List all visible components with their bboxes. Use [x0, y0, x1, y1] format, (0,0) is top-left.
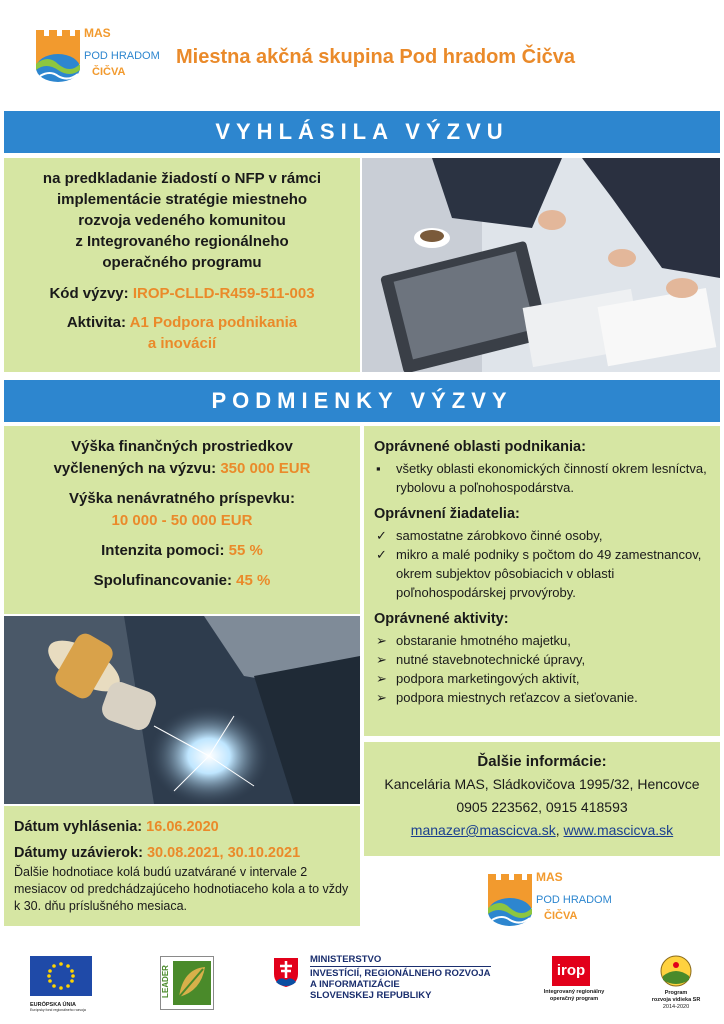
- datumy-uzavierok: Dátumy uzávierok: 30.08.2021, 30.10.2021: [14, 845, 301, 861]
- conditions-box: [364, 426, 720, 736]
- prv-caption1: Program: [664, 990, 688, 996]
- nenavrat-label: Výška nenávratného príspevku:: [69, 490, 295, 507]
- list-item: ➢ obstaranie hmotného majetku,: [376, 633, 571, 648]
- arrow-bullet-icon: ➢: [376, 652, 387, 667]
- finance-box: [4, 426, 360, 614]
- list-item: ➢ podpora marketingových aktivít,: [376, 671, 580, 686]
- logo-text-pod: POD HRADOM: [84, 50, 160, 62]
- prv-emblem-icon: [659, 954, 693, 988]
- eu-logo: [30, 956, 94, 1012]
- checkmark-icon: ✓: [376, 528, 387, 543]
- ministry-line4: SLOVENSKEJ REPUBLIKY: [310, 990, 432, 1001]
- ziadatelia-title: Oprávnení žiadatelia:: [374, 506, 520, 522]
- slovak-coat-of-arms-icon: [272, 956, 300, 988]
- dates-note: Ďalšie hodnotiace kolá budú uzatvárané v intervale 2 mesiacov od predchádzajúceho hodnotiaceho kola a to vždy k 30. dňu príslušného mesiaca.: [14, 865, 349, 913]
- ministry-logo: [272, 954, 532, 1012]
- ministry-line1: MINISTERSTVO: [310, 954, 382, 965]
- square-bullet-icon: ▪: [376, 461, 381, 476]
- meeting-illustration-icon: [362, 158, 720, 372]
- datum-vyhlasenia: Dátum vyhlásenia: 16.06.2020: [14, 819, 219, 835]
- mas-logo: [34, 24, 160, 88]
- info-box: [364, 742, 720, 856]
- welding-illustration-icon: [4, 616, 360, 804]
- arrow-bullet-icon: ➢: [376, 633, 387, 648]
- photo-welding: [4, 616, 360, 804]
- finance-line2: vyčlenených na výzvu: 350 000 EUR: [53, 460, 311, 477]
- info-links: manazer@mascicva.sk, www.mascicva.sk: [410, 822, 674, 838]
- info-address: Kancelária MAS, Sládkovičova 1995/32, Hencovce: [384, 776, 700, 792]
- leader-logo: [160, 956, 214, 1010]
- prv-caption3: 2014-2020: [662, 1004, 690, 1010]
- oblasti-list: [374, 459, 710, 497]
- prv-caption2: rozvoja vidieka SR: [651, 997, 701, 1003]
- web-link[interactable]: www.mascicva.sk: [563, 822, 674, 838]
- intro-line: z Integrovaného regionálneho: [75, 233, 289, 250]
- intro-line: rozvoja vedeného komunitou: [78, 212, 286, 229]
- eu-caption-sub: Európsky fond regionálneho rozvoja: [30, 1008, 86, 1012]
- info-phones: 0905 223562, 0915 418593: [456, 799, 628, 815]
- intro-box: [4, 158, 360, 372]
- logo-text-mas: MAS: [84, 26, 111, 40]
- leader-leaf-icon: [173, 961, 211, 1005]
- irop-logo: [538, 956, 610, 1012]
- arrow-bullet-icon: ➢: [376, 671, 387, 686]
- list-item: ✓ samostatne zárobkovo činné osoby,: [376, 528, 603, 543]
- photo-business-meeting: [362, 158, 720, 372]
- info-title: Ďalšie informácie:: [477, 753, 607, 770]
- page-title: Miestna akčná skupina Pod hradom Čičva: [176, 46, 576, 68]
- ministry-divider: [310, 966, 491, 967]
- email-link[interactable]: manazer@mascicva.sk: [410, 822, 556, 838]
- irop-mark: irop: [552, 956, 590, 986]
- eu-flag-icon: [30, 956, 92, 996]
- intro-line: na predkladanie žiadostí o NFP v rámci: [42, 170, 322, 187]
- mas-logo-secondary: [486, 868, 612, 932]
- intro-line: implementácie stratégie miestneho: [56, 191, 308, 208]
- banner-podmienky-vyzvy: PODMIENKY VÝZVY: [4, 380, 720, 422]
- logo-text-mas: MAS: [536, 870, 563, 884]
- checkmark-icon: ✓: [376, 547, 387, 562]
- kod-vyzvy: Kód výzvy: IROP-CLLD-R459-511-003: [49, 285, 315, 302]
- logo-text-pod: POD HRADOM: [536, 894, 612, 906]
- list-item: ✓ mikro a malé podniky s počtom do 49 zamestnancov, okrem subjektov pôsobiacich v oblasti poľnohospodárskej prvovýroby.: [376, 547, 702, 600]
- ministry-line2: INVESTÍCIÍ, REGIONÁLNEHO ROZVOJA: [310, 968, 491, 979]
- dates-box: [4, 806, 360, 926]
- aktivity-title: Oprávnené aktivity:: [374, 611, 509, 627]
- list-item: ➢ nutné stavebnotechnické úpravy,: [376, 652, 586, 667]
- list-item: ➢ podpora miestnych reťazcov a sieťovanie.: [376, 690, 638, 705]
- ziadatelia-list: [374, 526, 710, 602]
- oblasti-title: Oprávnené oblasti podnikania:: [374, 439, 586, 455]
- finance-line1: Výška finančných prostriedkov: [71, 438, 293, 455]
- logo-text-cicva: ČIČVA: [92, 66, 126, 78]
- intro-line: operačného programu: [102, 254, 262, 271]
- irop-caption2: operačný program: [549, 996, 599, 1002]
- irop-caption1: Integrovaný regionálny: [543, 989, 605, 995]
- spolufinancovanie: Spolufinancovanie: 45 %: [93, 572, 271, 589]
- eu-caption: EURÓPSKA ÚNIA: [30, 1002, 76, 1008]
- aktivity-list: [374, 631, 710, 707]
- banner-vyhlasila-vyzvu: VYHLÁSILA VÝZVU: [4, 111, 720, 153]
- prv-logo: [644, 954, 708, 1014]
- list-item: ▪ všetky oblasti ekonomických činností okrem lesníctva, rybolovu a poľnohospodárstva.: [376, 461, 707, 495]
- logo-text-cicva: ČIČVA: [544, 910, 578, 922]
- nenavrat-value: 10 000 - 50 000 EUR: [111, 512, 253, 529]
- aktivita: Aktivita: A1 Podpora podnikania: [66, 314, 298, 331]
- leader-text: LEADER: [160, 965, 170, 998]
- arrow-bullet-icon: ➢: [376, 690, 387, 705]
- intenzita-pomoci: Intenzita pomoci: 55 %: [101, 542, 263, 559]
- ministry-line3: A INFORMATIZÁCIE: [310, 979, 400, 990]
- aktivita-cont: a inovácií: [147, 335, 217, 352]
- castle-logo-icon: [34, 24, 82, 86]
- castle-logo-icon: [486, 868, 534, 930]
